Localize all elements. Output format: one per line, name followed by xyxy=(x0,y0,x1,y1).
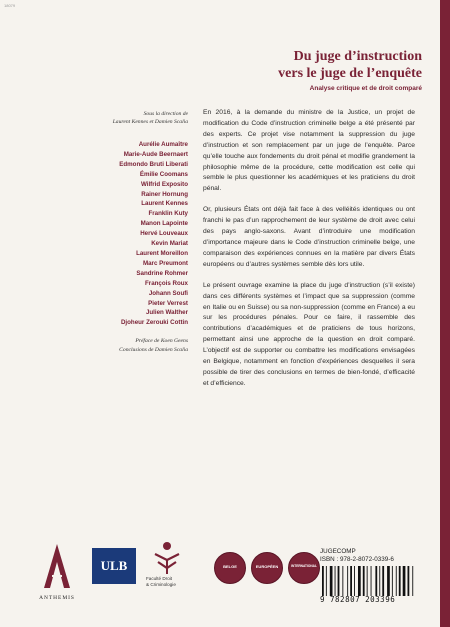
contributor: Marc Preumont xyxy=(142,259,188,267)
badge-belge-icon xyxy=(214,552,246,584)
contributor: Kevin Mariat xyxy=(151,240,188,248)
book-subtitle: Analyse critique et de droit comparé xyxy=(309,85,422,92)
blurb-paragraph-3: Le présent ouvrage examine la place du juge d’instruction (s’il existe) dans ces différents systèmes et l’impact que sa suppression (comme en Italie ou en Suisse) ou sa non-suppression (comme en France) a eu sur les procédures pénales. Pour ce faire, il rassemble des contributions d’académiques et de praticiens de tous horizons, permettant ainsi une approche de la question en droit comparé. L’objectif est de supporter ou combattre les modifications envisagées en Belgique, notamment en fonction d’expériences desquelles il sera possible de tirer des conclusions en termes de bien-fondé, d’efficacité et d’efficience. xyxy=(203,281,415,387)
isbn-block xyxy=(320,548,430,604)
badge-label: BELGE xyxy=(223,564,237,569)
faculte-line-2: & Criminologie xyxy=(146,582,176,587)
anthemis-logo-block xyxy=(32,542,82,601)
faculte-line-1: Faculté Droit xyxy=(146,576,173,581)
contributor: Aurélie Aumaître xyxy=(138,141,188,148)
contributor: Franklin Kuty xyxy=(148,210,188,218)
contributor: Edmondo Bruti Liberati xyxy=(119,160,188,168)
book-title-line-2: vers le juge de l’enquête xyxy=(278,66,422,81)
blurb-paragraph-2: Or, plusieurs États ont déjà fait face à des velléités identiques ou ont franchi le pas d’un rapprochement de leur système de droit avec celui des pays anglo-saxons. Avant d’introduire une modification d’importance majeure dans le Code d’instruction criminelle belge, une comparaison des expériences connues en la matière par divers États européens ou d’autres systèmes semble dès lors utile. xyxy=(203,206,415,268)
faculte-logo-block xyxy=(146,540,196,588)
anthemis-wordmark: ANTHEMIS xyxy=(39,595,75,601)
contributor: Julien Walther xyxy=(145,309,188,317)
contributor: Hervé Louveaux xyxy=(140,230,188,238)
contributor: Émilie Coomans xyxy=(139,170,188,178)
contributor: Pieter Verrest xyxy=(148,299,188,307)
contributor: François Roux xyxy=(145,279,188,287)
isbn-number: ISBN : 978-2-8072-0339-6 xyxy=(320,556,394,563)
badge-europeen-icon xyxy=(251,552,283,584)
blurb-column xyxy=(203,108,415,400)
contributor: Djoheur Zerouki Cottin xyxy=(120,319,188,327)
credits-column xyxy=(70,110,188,354)
contributor: Marie-Aude Beernaert xyxy=(123,150,188,158)
badge-label: INTERNATIONAL xyxy=(291,564,317,568)
corner-note: 18079 xyxy=(4,3,16,8)
product-code: JUGECOMP xyxy=(320,548,356,555)
anthemis-logo-icon xyxy=(40,542,74,592)
barcode-icon xyxy=(320,566,424,596)
conclusions-line: Conclusions de Damien Scalia xyxy=(119,346,188,353)
contributor: Johann Soufi xyxy=(148,289,188,297)
faculte-figure-icon xyxy=(152,540,182,576)
badge-label: EUROPÉEN xyxy=(255,564,279,569)
preface-line: Préface de Koen Geens xyxy=(135,338,188,345)
contributor: Wilfrid Exposito xyxy=(140,180,188,188)
contributor: Manon Lapointe xyxy=(140,220,188,228)
direction-names: Laurent Kennes et Damien Scalia xyxy=(112,119,188,125)
contributor: Laurent Moreillon xyxy=(136,249,188,257)
contributor: Laurent Kennes xyxy=(141,200,188,208)
direction-label: Sous la direction de xyxy=(143,111,188,117)
title-block xyxy=(162,48,422,92)
contributors-list xyxy=(70,140,188,328)
publisher-footer xyxy=(0,530,450,627)
law-scope-badges xyxy=(214,552,324,584)
preface-credits xyxy=(70,337,188,354)
contributor: Sandrine Rohmer xyxy=(136,269,188,277)
barcode-digits: 9 782807 203396 xyxy=(320,595,396,604)
contributor: Rainer Hornung xyxy=(141,190,188,198)
ulb-logo: ULB xyxy=(92,548,136,584)
book-title-line-1: Du juge d’instruction xyxy=(293,49,422,64)
badge-international-icon xyxy=(288,552,320,584)
blurb-paragraph-1: En 2016, à la demande du ministre de la Justice, un projet de modification du Code d’instruction criminelle belge a été présenté par des experts. Ce projet vise notamment la suppression du juge d’instruction et son remplacement par un juge de l’enquête. Parce qu’elle touche aux fondements du droit pénal et modifie grandement la philosophie même de la procédure, cette modification est celle qui semble le plus questionner les académiques et les praticiens du droit pénal. xyxy=(203,109,415,193)
